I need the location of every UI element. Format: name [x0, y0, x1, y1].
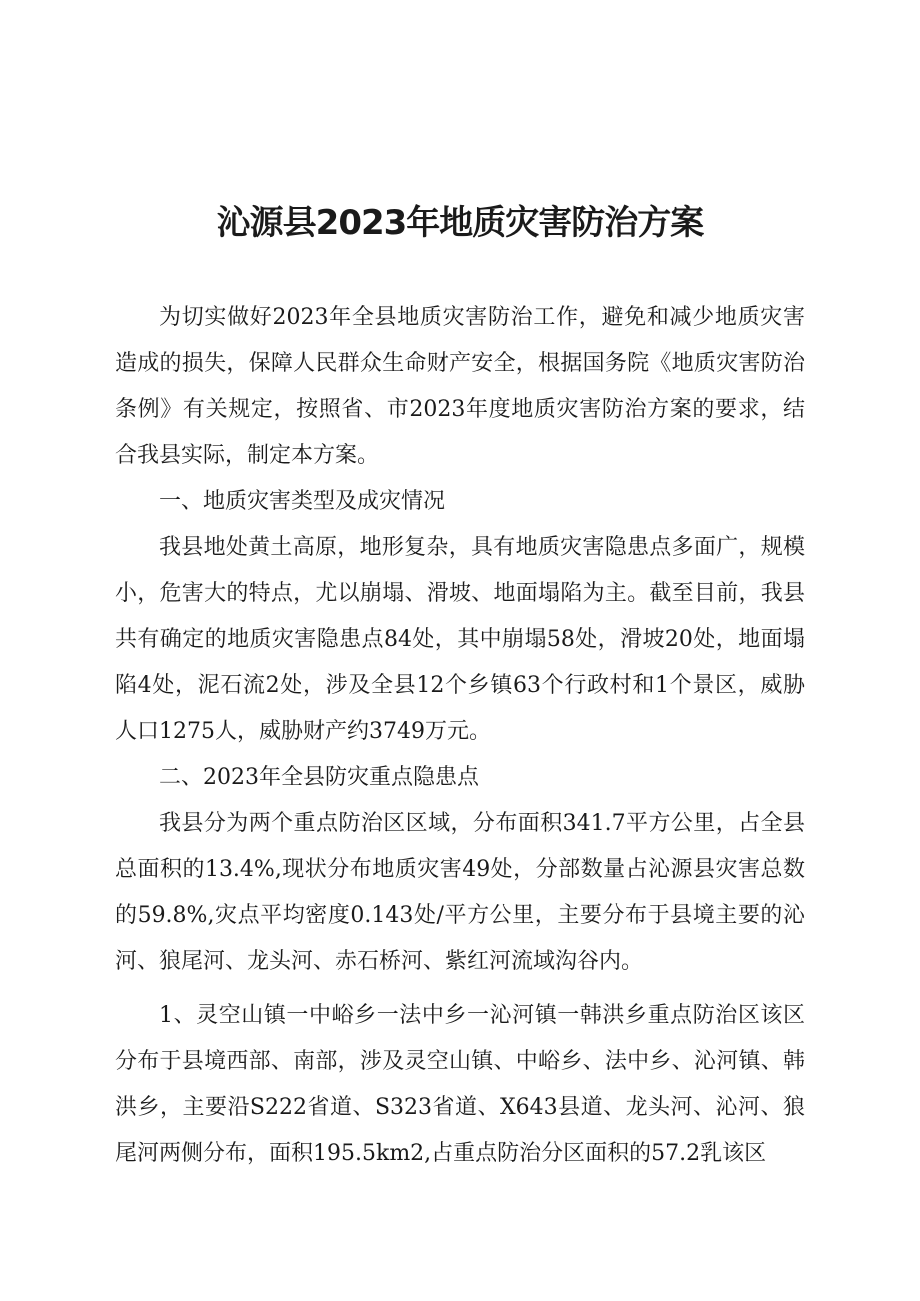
section-heading-2: 二、2023年全县防灾重点隐患点 — [159, 765, 479, 790]
document-title: 沁源县2023年地质灾害防治方案 — [216, 203, 704, 243]
section-1-paragraph: 我县地处黄土高原，地形复杂，具有地质灾害隐患点多面广，规模小，危害大的特点，尤以崩塌、滑坡、地面塌陷为主。截至目前，我县共有确定的地质灾害隐患点84处，其中崩塌58处，滑坡20处，地面塌陷4处，泥石流2处，涉及全县12个乡镇63个行政村和1个景区，威胁人口1275人，威胁财产约3749万元。 — [115, 535, 805, 744]
document-body — [115, 295, 805, 1177]
intro-paragraph: 为切实做好2023年全县地质灾害防治工作，避免和减少地质灾害造成的损失，保障人民群众生命财产安全，根据国务院《地质灾害防治条例》有关规定，按照省、市2023年度地质灾害防治方案的要求，结合我县实际，制定本方案。 — [115, 305, 805, 468]
section-2-paragraph: 我县分为两个重点防治区区域，分布面积341.7平方公里，占全县总面积的13.4%,现状分布地质灾害49处，分部数量占沁源县灾害总数的59.8%,灾点平均密度0.143处/平方公里，主要分布于县境主要的沁河、狼尾河、龙头河、赤石桥河、紫红河流域沟谷内。 — [115, 811, 805, 974]
subsection-1-paragraph: 1、灵空山镇一中峪乡一法中乡一沁河镇一韩洪乡重点防治区该区分布于县境西部、南部，涉及灵空山镇、中峪乡、法中乡、沁河镇、韩洪乡，主要沿S222省道、S323省道、X643县道、龙头河、沁河、狼尾河两侧分布，面积195.5km2,占重点防治分区面积的57.2乳该区 — [115, 1003, 805, 1166]
section-heading-1: 一、地质灾害类型及成灾情况 — [159, 489, 446, 514]
